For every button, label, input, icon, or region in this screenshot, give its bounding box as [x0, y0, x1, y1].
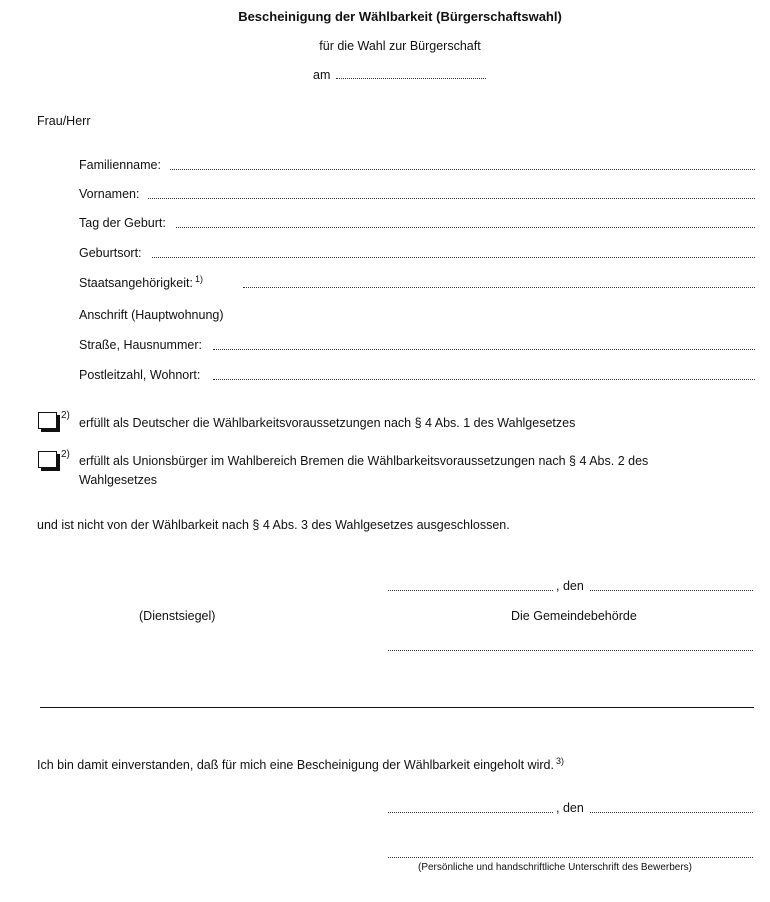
vornamen-label: Vornamen:: [79, 187, 140, 201]
vornamen-field[interactable]: [148, 198, 755, 199]
strasse-field[interactable]: [213, 349, 755, 350]
authority-date-field[interactable]: [590, 590, 753, 591]
consent-text: Ich bin damit einverstanden, daß für mich eine Bescheinigung der Wählbarkeit eingeholt wird.: [37, 758, 554, 773]
signature-caption: (Persönliche und handschriftliche Unterschrift des Bewerbers): [418, 862, 693, 873]
salutation-label: Frau/Herr: [37, 114, 91, 128]
applicant-place-field[interactable]: [388, 812, 553, 813]
strasse-label: Straße, Hausnummer:: [79, 338, 202, 352]
seal-label: (Dienstsiegel): [139, 609, 216, 623]
authority-den-label: , den: [556, 579, 584, 593]
anschrift-heading: Anschrift (Hauptwohnung): [79, 308, 224, 322]
geburtsort-field[interactable]: [152, 257, 755, 258]
option-unionsbuerger-checkbox[interactable]: [38, 451, 57, 468]
familienname-field[interactable]: [170, 169, 755, 170]
option-unionsbuerger-text: erfüllt als Unionsbürger im Wahlbereich Bremen die Wählbarkeitsvoraussetzungen nach § 4 Abs. 2 des: [79, 454, 649, 468]
applicant-signature-field[interactable]: [388, 857, 753, 858]
option-unionsbuerger-text-continued: Wahlgesetzes: [79, 473, 158, 487]
footnote-1-marker: 1): [194, 274, 203, 284]
staatsangehoerigkeit-text: Staatsangehörigkeit:: [79, 276, 193, 291]
exclusion-statement: und ist nicht von der Wählbarkeit nach § 4 Abs. 3 des Wahlgesetzes ausgeschlossen.: [37, 518, 510, 532]
familienname-label: Familienname:: [79, 158, 161, 172]
consent-statement: [37, 756, 564, 772]
plz-ort-label: Postleitzahl, Wohnort:: [79, 368, 201, 382]
geburtstag-field[interactable]: [176, 227, 755, 228]
staatsangehoerigkeit-field[interactable]: [243, 287, 755, 288]
document-subtitle: für die Wahl zur Bürgerschaft: [319, 39, 481, 53]
authority-signature-field[interactable]: [388, 650, 753, 651]
applicant-date-field[interactable]: [590, 812, 753, 813]
footnote-2-marker: 2): [61, 449, 70, 460]
election-date-label: am: [313, 68, 331, 82]
staatsangehoerigkeit-label: [79, 274, 203, 290]
option-deutscher-checkbox[interactable]: [38, 412, 57, 429]
authority-label: Die Gemeindebehörde: [511, 609, 637, 623]
document-title: Bescheinigung der Wählbarkeit (Bürgerschaftswahl): [238, 9, 562, 24]
footnote-2-marker: 2): [61, 410, 70, 421]
section-divider: [40, 707, 754, 708]
geburtstag-label: Tag der Geburt:: [79, 216, 166, 230]
option-deutscher-text: erfüllt als Deutscher die Wählbarkeitsvoraussetzungen nach § 4 Abs. 1 des Wahlgesetzes: [79, 416, 576, 430]
election-date-field[interactable]: [336, 78, 486, 79]
authority-place-field[interactable]: [388, 590, 553, 591]
applicant-den-label: , den: [556, 801, 584, 815]
plz-ort-field[interactable]: [213, 379, 755, 380]
geburtsort-label: Geburtsort:: [79, 246, 142, 260]
footnote-3-marker: 3): [555, 756, 564, 766]
